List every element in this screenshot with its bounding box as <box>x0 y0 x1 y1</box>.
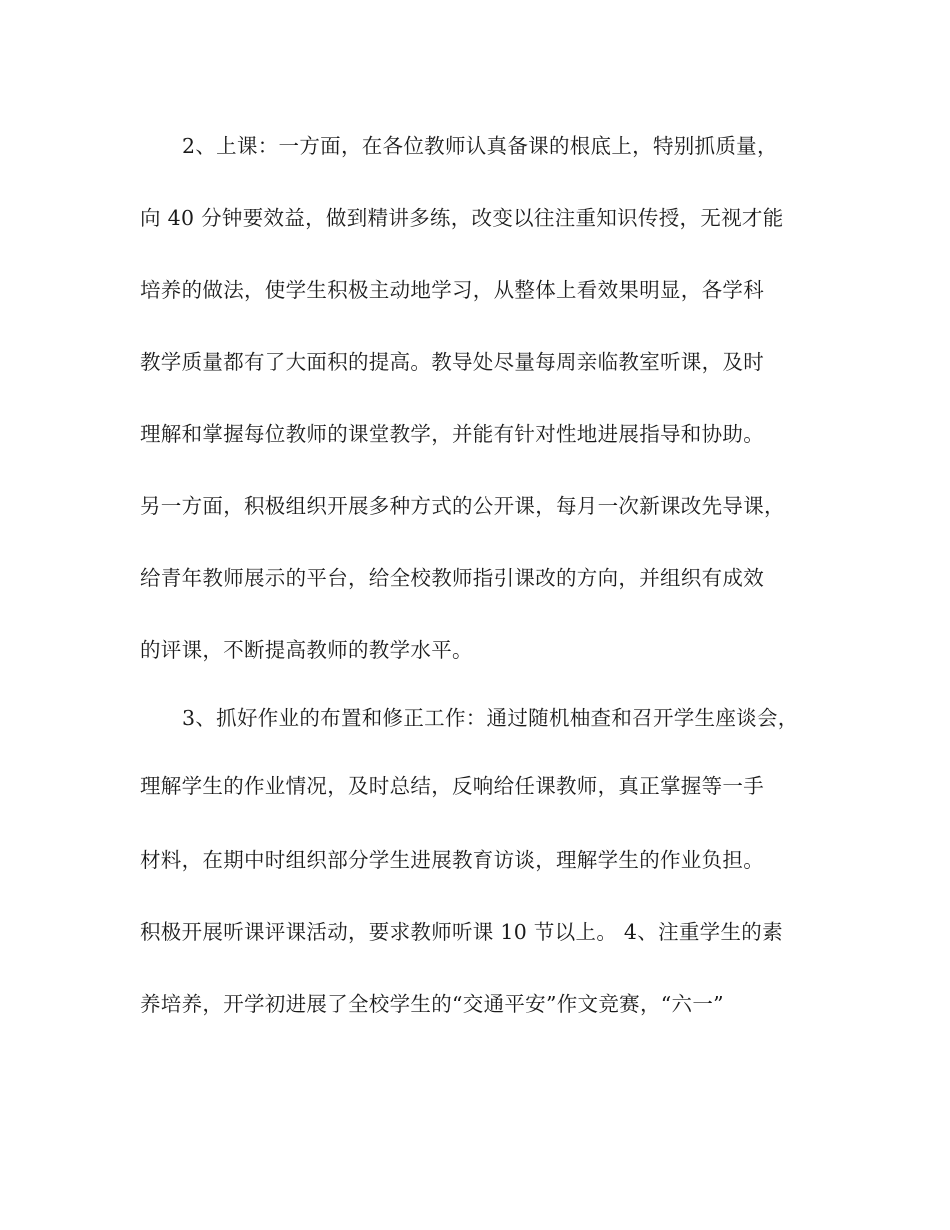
paragraph-line-8: 的评课，不断提高教师的教学水平。 <box>140 638 473 662</box>
paragraph-line-3: 培养的做法，使学生积极主动地学习，从整体上看效果明显，各学科 <box>140 278 764 302</box>
paragraph-line-12: 积极开展听课评课活动，要求教师听课 10 节以上。 4、注重学生的素 <box>140 920 783 944</box>
paragraph-line-11: 材料，在期中时组织部分学生进展教育访谈，理解学生的作业负担。 <box>140 848 764 872</box>
paragraph-line-9: 3、抓好作业的布置和修正工作：通过随机柚查和召开学生座谈会， <box>182 706 799 730</box>
paragraph-line-13: 养培养，开学初进展了全校学生的“交通平安”作文竞赛，“六一” <box>140 992 724 1016</box>
paragraph-line-10: 理解学生的作业情况，及时总结，反响给任课教师，真正掌握等一手 <box>140 774 764 798</box>
paragraph-line-6: 另一方面，积极组织开展多种方式的公开课，每月一次新课改先导课， <box>140 494 785 518</box>
paragraph-line-2: 向 40 分钟要效益，做到精讲多练，改变以往注重知识传授，无视才能 <box>140 206 784 230</box>
paragraph-line-5: 理解和掌握每位教师的课堂教学，并能有针对性地进展指导和协助。 <box>140 422 764 446</box>
paragraph-line-7: 给青年教师展示的平台，给全校教师指引课改的方向，并组织有成效 <box>140 566 764 590</box>
paragraph-line-4: 教学质量都有了大面积的提高。教导处尽量每周亲临教室听课，及时 <box>140 350 764 374</box>
paragraph-line-1: 2、上课：一方面，在各位教师认真备课的根底上，特别抓质量， <box>182 134 778 158</box>
